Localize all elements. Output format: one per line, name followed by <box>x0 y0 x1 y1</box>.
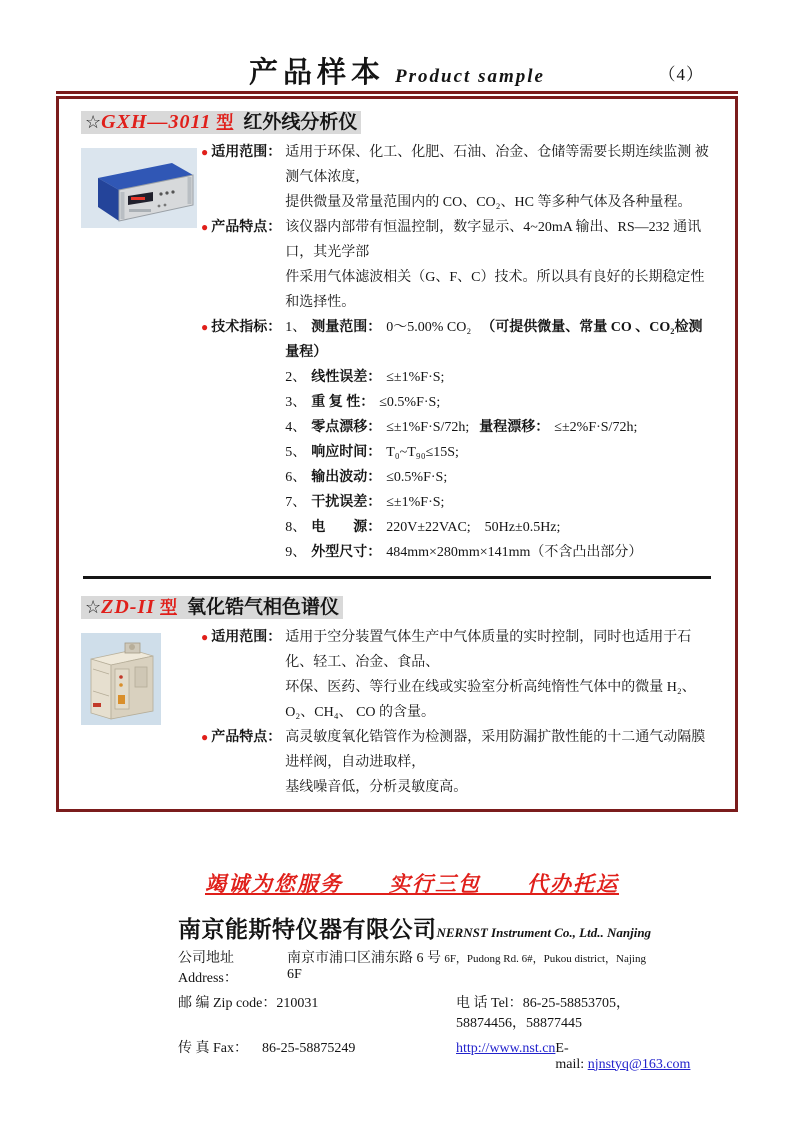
company-name-cn: 南京能斯特仪器有限公司 <box>178 916 437 942</box>
spec-label2: 量程漂移： <box>479 420 550 435</box>
specs-label: 技术指标： <box>211 320 282 335</box>
spec-label: 输出波动： <box>311 470 382 485</box>
content-box <box>56 96 738 812</box>
product1-features <box>201 215 713 315</box>
specs-label <box>211 808 281 812</box>
product2-section <box>81 625 713 812</box>
page-header <box>0 0 794 88</box>
spec-number: 5、 <box>285 445 307 460</box>
spec-line <box>285 415 713 440</box>
features-line: 该仪器内部带有恒温控制，数字显示、4~20mA 输出、RS—232 通讯口，其光学部 <box>285 220 702 260</box>
spec-number: 1、 <box>285 320 307 335</box>
fax-value: 86-25-58875249 <box>262 1040 356 1056</box>
spec-number: 9、 <box>285 545 307 560</box>
page-title-en: Product sample <box>395 66 545 87</box>
spec-line <box>285 490 713 515</box>
features-line: 高灵敏度氧化锆管作为检测器，采用防漏扩散性能的十二通气动隔膜进样阀，自动进取样， <box>285 730 706 770</box>
company-name-en: NERNST Instrument Co., Ltd.. Nanjing <box>436 925 652 940</box>
spec-number: 2、 <box>285 370 307 385</box>
scope-line: 适用于空分装置气体生产中气体质量的实时控制，同时也适用于石化、轻工、冶金、食品、 <box>285 630 692 670</box>
scope-line: 适用于环保、化工、化肥、石油、冶金、仓储等需要长期连续监测 被测气体浓度， <box>285 145 709 185</box>
scope-label: 适用范围： <box>211 145 282 160</box>
product1-text <box>201 140 713 565</box>
email-link[interactable]: njnstyq@163.com <box>587 1056 691 1072</box>
section-divider <box>83 576 711 579</box>
address-row <box>178 944 646 989</box>
spec-number: 7、 <box>285 495 307 510</box>
spec-label2: （可提供微量、常量 CO 、CO₂检测量程） <box>285 320 703 360</box>
spec-label: 外型尺寸： <box>311 545 382 560</box>
product1-photo-col <box>81 140 201 565</box>
product1-scope <box>201 140 713 215</box>
product1-photo <box>81 148 197 228</box>
email-label: E-mail: <box>555 1040 585 1072</box>
spec-label: 电 源： <box>311 520 382 535</box>
fax-col <box>178 1037 456 1057</box>
product2-heading <box>81 594 713 621</box>
spec-value: 484mm×280mm×141mm（不含凸出部分） <box>386 545 643 560</box>
product2-photo <box>81 633 161 725</box>
website-link[interactable]: http://www.nst.cn <box>456 1040 556 1056</box>
bullet-icon: ● <box>201 320 209 334</box>
spec-number: 3、 <box>285 395 307 410</box>
spec-value: 0～5.00% CO₂ <box>386 320 472 335</box>
service-slogan: 竭诚为您服务 实行三包 代办托运 <box>205 872 619 896</box>
zip-value: 210031 <box>276 995 319 1011</box>
page-footer <box>178 868 691 1075</box>
spec-value2: ≤±2%F·S/72h; <box>554 420 638 435</box>
spec-label: 干扰误差： <box>311 495 382 510</box>
email-col <box>555 1041 690 1073</box>
spec-value: 220V±22VAC; 50Hz±0.5Hz; <box>386 520 561 535</box>
product1-name: 红外线分析仪 <box>243 112 358 133</box>
tel-value: 86-25-58853705，58874456，58877445 <box>456 995 631 1031</box>
star-icon: ☆ <box>85 597 102 617</box>
product1-heading <box>81 109 713 136</box>
spec-value: T₀~T₉₀≤15S; <box>386 445 459 460</box>
scope-label: 适用范围： <box>211 630 282 645</box>
product2-model: ZD-II <box>101 596 156 618</box>
spec-value: ≤±1%F·S; <box>386 495 445 510</box>
spec-number: 6、 <box>285 470 307 485</box>
product1-type-suffix: 型 <box>216 113 234 132</box>
page-title: 产品样本 <box>249 57 386 89</box>
product2-text <box>201 625 713 812</box>
product2-features <box>201 725 713 800</box>
spec-line <box>285 315 713 365</box>
spec-label: 线性误差： <box>311 370 382 385</box>
tel-col <box>456 992 646 1032</box>
spec-line <box>285 515 713 540</box>
spec-value: ≤±1%F·S; <box>386 370 445 385</box>
fax-label: 传 真 Fax： <box>178 1040 248 1056</box>
bullet-icon: ● <box>201 220 209 234</box>
star-icon: ☆ <box>85 112 102 132</box>
product2-scope <box>201 625 713 725</box>
address-en: 6F，Pudong Rd. 6#，Pukou district，Najing <box>444 952 646 965</box>
address-label: 公司地址 Address： <box>178 950 238 986</box>
spec-label: 测量范围： <box>311 320 382 335</box>
spec-line <box>285 465 713 490</box>
features-line: 件采用气体滤波相关（G、F、C）技术。所以具有良好的长期稳定性和选择性。 <box>285 270 705 310</box>
zip-col <box>178 992 456 1012</box>
bullet-icon: ● <box>201 730 209 744</box>
page-number: （4） <box>658 65 704 84</box>
product1-model: GXH—3011 <box>101 111 212 133</box>
tel-label: 电 话 Tel： <box>456 995 523 1011</box>
zip-tel-row <box>178 989 646 1034</box>
fax-web-row <box>178 1034 691 1075</box>
product2-type-suffix: 型 <box>160 598 178 617</box>
spec-line <box>285 390 713 415</box>
spec-line <box>285 365 713 390</box>
product1-section <box>81 140 713 565</box>
features-label: 产品特点： <box>211 220 282 235</box>
spec-line <box>285 540 713 565</box>
bullet-icon <box>201 808 208 812</box>
features-line: 基线噪音低，分析灵敏度高。 <box>285 780 468 795</box>
product2-photo-col <box>81 625 201 812</box>
features-label: 产品特点： <box>211 730 282 745</box>
spec-value: ≤0.5%F·S; <box>386 470 448 485</box>
product1-specs <box>201 315 713 565</box>
bullet-icon: ● <box>201 630 209 644</box>
product2-specs-label-row <box>201 808 713 812</box>
company-row <box>178 911 652 944</box>
spec-line <box>285 440 713 465</box>
spec-value: ≤0.5%F·S; <box>379 395 441 410</box>
title-rule <box>56 91 738 94</box>
spec-label: 重 复 性： <box>311 395 375 410</box>
spec-value: ≤±1%F·S/72h; <box>386 420 470 435</box>
scope-line: 环保、医药、等行业在线或实验室分析高纯惰性气体中的微量 H₂、O₂、CH₄、 CO 的含量。 <box>285 680 696 720</box>
address-cn: 南京市浦口区浦东路 6 号 6F <box>287 950 441 982</box>
spec-number: 8、 <box>285 520 307 535</box>
scope-line: 提供微量及常量范围内的 CO、CO₂、HC 等多种气体及各种量程。 <box>285 195 692 210</box>
zip-label: 邮 编 Zip code： <box>178 995 277 1011</box>
company-info <box>178 944 691 1075</box>
spec-label: 响应时间： <box>311 445 382 460</box>
product2-name: 氧化锆气相色谱仪 <box>187 597 340 618</box>
spec-number: 4、 <box>285 420 307 435</box>
bullet-icon: ● <box>201 145 209 159</box>
spec-label: 零点漂移： <box>311 420 382 435</box>
